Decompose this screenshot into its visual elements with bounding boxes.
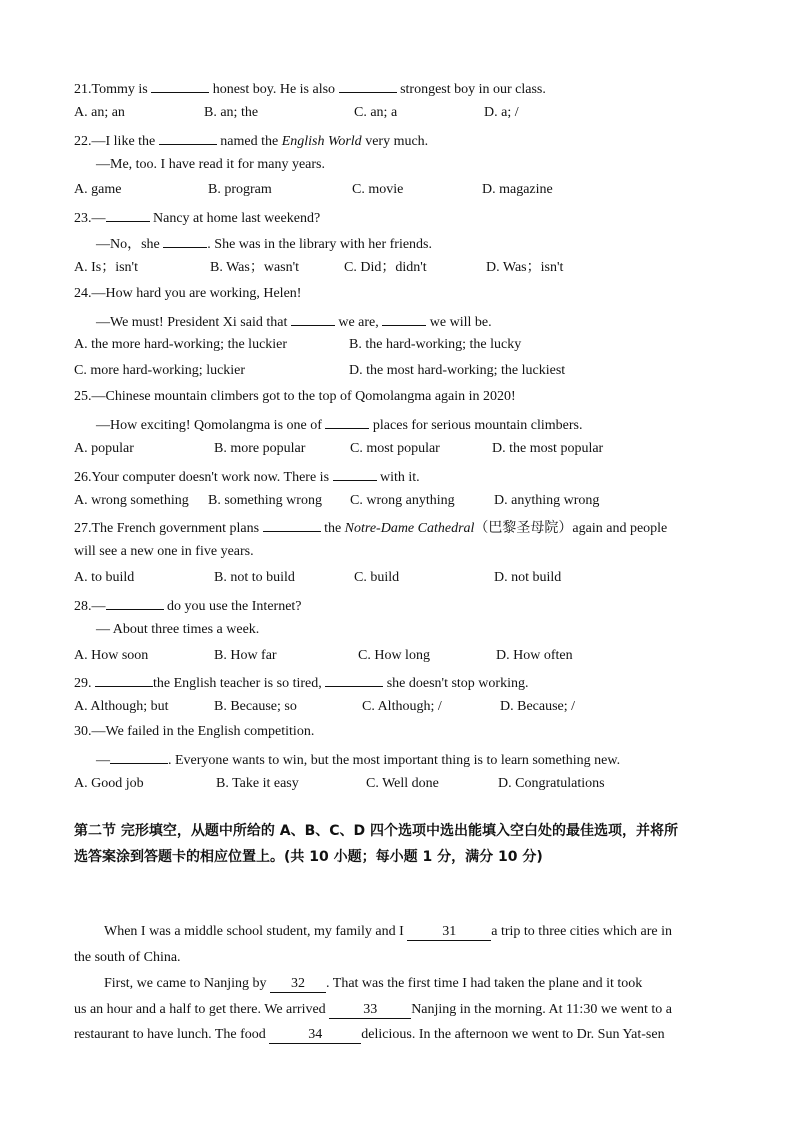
passage-text: delicious. In the afternoon we went to Dr. Sun Yat-sen [361, 1027, 665, 1042]
passage-line-3 [104, 974, 724, 994]
answer-blank [163, 232, 207, 248]
option-a: A. an; an [74, 105, 125, 120]
question-27-continued: will see a new one in five years. [74, 544, 254, 559]
question-text: strongest boy in our class. [396, 82, 546, 97]
question-text: 26.Your computer doesn't work now. There is [74, 470, 333, 485]
question-text: the English teacher is so tired, [153, 676, 326, 691]
question-text: . Everyone wants to win, but the most important thing is to learn something new. [168, 753, 621, 768]
question-text: 23.— [74, 211, 106, 226]
blank-31: 31 [407, 924, 491, 941]
question-30: 30.—We failed in the English competition. [74, 724, 315, 739]
option-b: B. Take it easy [216, 776, 299, 791]
option-a: A. Good job [74, 776, 144, 791]
option-c: C. How long [358, 648, 430, 663]
option-b: B. Because; so [214, 699, 297, 714]
question-text: do you use the Internet? [163, 599, 302, 614]
answer-blank [339, 77, 397, 93]
question-24: 24.—How hard you are working, Helen! [74, 286, 302, 301]
option-d: D. Congratulations [498, 776, 605, 791]
question-23 [74, 206, 320, 226]
question-26 [74, 465, 420, 485]
question-29 [74, 671, 528, 691]
passage-line-5 [74, 1025, 724, 1045]
answer-blank [382, 310, 426, 326]
question-22 [74, 129, 428, 149]
option-d: D. magazine [482, 182, 553, 197]
option-b: B. something wrong [208, 493, 322, 508]
question-21 [74, 77, 546, 97]
question-text: she doesn't stop working. [383, 676, 529, 691]
question-text: the [320, 521, 345, 536]
passage-text: First, we came to Nanjing by [104, 976, 271, 991]
question-text: with it. [376, 470, 420, 485]
question-text: （巴黎圣母院）again and people [474, 521, 668, 536]
passage-text: us an hour and a half to get there. We arrived [74, 1002, 330, 1017]
answer-blank [106, 206, 150, 222]
option-b: B. more popular [214, 441, 306, 456]
passage-line-2: the south of China. [74, 950, 181, 965]
cathedral-name: Notre-Dame Cathedral [344, 521, 475, 536]
answer-blank [263, 516, 321, 532]
section-heading-line-1: 第二节 完形填空，从题中所给的 A、B、C、D 四个选项中选出能填入空白处的最佳选项，并将所 [74, 823, 679, 839]
option-c: C. wrong anything [350, 493, 455, 508]
question-25: 25.—Chinese mountain climbers got to the top of Qomolangma again in 2020! [74, 389, 516, 404]
option-a: A. game [74, 182, 122, 197]
passage-line-1 [104, 922, 724, 942]
question-text: we are, [334, 315, 383, 330]
passage-text: When I was a middle school student, my family and I [104, 924, 408, 939]
option-a: A. popular [74, 441, 134, 456]
passage-line-4 [74, 1000, 724, 1020]
question-text: honest boy. He is also [209, 82, 339, 97]
question-27 [74, 516, 667, 536]
passage-text: restaurant to have lunch. The food [74, 1027, 270, 1042]
passage-text: . That was the first time I had taken the plane and it took [326, 976, 643, 991]
answer-blank [159, 129, 217, 145]
option-b: B. the hard-working; the lucky [349, 337, 522, 352]
question-text: —How exciting! Qomolangma is one of [96, 418, 326, 433]
option-d: D. anything wrong [494, 493, 600, 508]
option-d: D. a; / [484, 105, 519, 120]
option-a: A. to build [74, 570, 135, 585]
option-b: B. not to build [214, 570, 295, 585]
option-c: C. most popular [350, 441, 440, 456]
option-b: B. How far [214, 648, 277, 663]
answer-blank [325, 413, 369, 429]
blank-33: 33 [329, 1002, 411, 1019]
passage-text: Nanjing in the morning. At 11:30 we went to a [411, 1002, 672, 1017]
option-c: C. build [354, 570, 400, 585]
option-d: D. not build [494, 570, 562, 585]
answer-blank [325, 671, 383, 687]
option-a: A. wrong something [74, 493, 189, 508]
question-text: Nancy at home last weekend? [149, 211, 321, 226]
question-text: —No，she [96, 237, 164, 252]
section-heading-line-2: 选答案涂到答题卡的相应位置上。(共 10 小题；每小题 1 分，满分 10 分) [74, 849, 543, 865]
question-24-reply [96, 310, 492, 330]
option-d: D. Was；isn't [486, 260, 564, 275]
question-text: named the [216, 134, 282, 149]
option-d: D. Because; / [500, 699, 576, 714]
section-heading [74, 818, 734, 870]
question-text: 29. [74, 676, 95, 691]
option-b: B. an; the [204, 105, 259, 120]
question-text: we will be. [426, 315, 492, 330]
question-text: 27.The French government plans [74, 521, 263, 536]
question-text: . She was in the library with her friends. [207, 237, 433, 252]
question-25-reply [96, 413, 582, 433]
blank-34: 34 [269, 1027, 361, 1044]
option-c: C. more hard-working; luckier [74, 363, 246, 378]
answer-blank [110, 748, 168, 764]
question-28-reply: — About three times a week. [96, 622, 260, 637]
option-a: A. Is；isn't [74, 260, 138, 275]
question-text: 22.—I like the [74, 134, 159, 149]
answer-blank [333, 465, 377, 481]
option-c: C. an; a [354, 105, 398, 120]
question-text: 28.— [74, 599, 106, 614]
question-text: places for serious mountain climbers. [369, 418, 583, 433]
question-text: 21.Tommy is [74, 82, 152, 97]
question-text: —We must! President Xi said that [96, 315, 291, 330]
option-a: A. Although; but [74, 699, 169, 714]
question-text: very much. [361, 134, 429, 149]
option-b: B. Was；wasn't [210, 260, 300, 275]
question-23-reply [96, 232, 432, 252]
option-c: C. Well done [366, 776, 439, 791]
option-b: B. program [208, 182, 272, 197]
option-c: C. movie [352, 182, 404, 197]
question-28 [74, 594, 302, 614]
option-c: C. Although; / [362, 699, 442, 714]
option-a: A. the more hard-working; the luckier [74, 337, 288, 352]
answer-blank [95, 671, 153, 687]
answer-blank [151, 77, 209, 93]
answer-blank [291, 310, 335, 326]
option-d: D. the most hard-working; the luckiest [349, 363, 566, 378]
option-d: D. the most popular [492, 441, 604, 456]
question-22-reply: —Me, too. I have read it for many years. [96, 157, 325, 172]
magazine-title: English World [281, 134, 362, 149]
passage-text: a trip to three cities which are in [491, 924, 673, 939]
option-a: A. How soon [74, 648, 149, 663]
question-text: — [96, 753, 110, 768]
option-c: C. Did；didn't [344, 260, 427, 275]
question-30-reply [96, 748, 620, 768]
answer-blank [106, 594, 164, 610]
blank-32: 32 [270, 976, 326, 993]
option-d: D. How often [496, 648, 573, 663]
